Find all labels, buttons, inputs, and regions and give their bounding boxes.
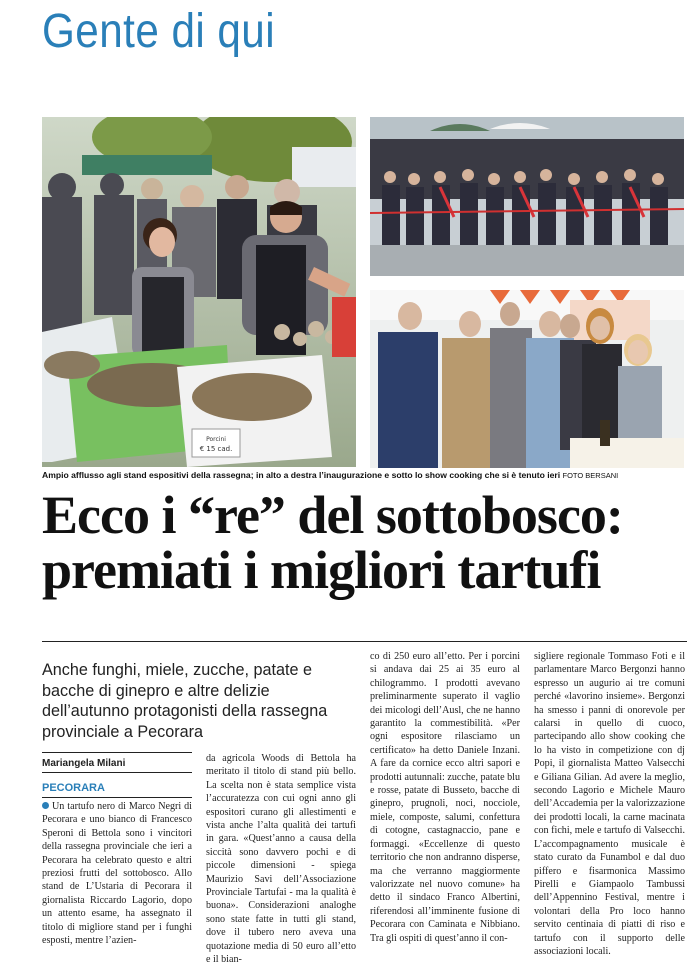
article-column-2: da agricola Woods di Bettola ha meritato il titolo di stand più bello. La scelta non è stata semplice vista l’accuratezza con cui ogni anno gli espositori curano gli allestimenti e vista anche l’alta qualità dei tartufi in gara. «Quest’anno a causa della siccità sono davvero pochi e di piccole dimensioni - spiega Maurizio Savi dell’Associazione Provinciale Tartufai - ma la qualità è buona». Considerazioni analoghe sono state fatte in tutti gli stand, dove il tubero nero aveva una quotazione media di 50 euro all’etto e il bian- <box>206 753 356 966</box>
svg-text:Porcini: Porcini <box>206 436 226 443</box>
market-stand-photo <box>42 117 356 467</box>
inauguration-illustration <box>370 117 684 276</box>
author-rule <box>42 752 192 753</box>
svg-text:€ 15 cad.: € 15 cad. <box>199 445 233 453</box>
article-column-1 <box>42 800 192 947</box>
market-stand-illustration <box>42 117 356 467</box>
photo-caption <box>42 470 687 480</box>
inauguration-photo <box>370 117 684 276</box>
bullet-icon <box>42 802 49 809</box>
section-title: Gente di qui <box>42 5 276 58</box>
headline-line-1: Ecco i “re” del sottobosco: <box>42 485 623 545</box>
photo-credit: FOTO BERSANI <box>562 471 619 480</box>
column-1-text: Un tartufo nero di Marco Negri di Pecorara e uno bianco di Francesco Speroni di Bettola sono i vincitori della rassegna provinciale che ieri a Pecorara ha celebrato questo e altri preziosi frutti del sottobosco. Allo stand de L’Ustaria di Pecorara il giornalista Riccardo Lagorio, dopo un attento esame, ha assegnato il titolo di migliore stand per i funghi esposti, mentre l’azien- <box>42 801 192 947</box>
author-rule-bottom <box>42 772 192 773</box>
headline-line-2: premiati i migliori tartufi <box>42 540 601 600</box>
location-rule <box>42 797 192 798</box>
dateline-location: PECORARA <box>42 782 105 794</box>
article-subhead: Anche funghi, miele, zucche, patate e bacche di ginepro e altre delizie dell’autunno protagonisti della rassegna provinciale a Pecorara <box>42 661 328 741</box>
caption-text: Ampio afflusso agli stand espositivi della rassegna; in alto a destra l’inaugurazione e sotto lo show cooking che si è tenuto ieri <box>42 470 561 480</box>
show-cooking-illustration <box>370 290 684 468</box>
headline-rule <box>42 641 687 642</box>
article-column-4: sigliere regionale Tommaso Foti e il parlamentare Marco Bergonzi hanno espresso un augurio ai tre comuni perché «lavorino insieme». Bergonzi ha smesso i panni di onorevole per calarsi in quello di cuoco, partecipando allo show cooking che lo ha visto in competizione con dj Popi, il giornalista Matteo Valsecchi e Giliana Gilian. Ad avere la meglio, secondo Lagorio e Michele Mauro dell’Accademia per la valorizzazione dei prodotti locali, la carne macinata con fichi, mele e tartufo di Valsecchi. L’accompagnamento musicale è stato curato da Funambol e dal duo piffero e fisarmonica Massimo Pirelli e Giampaolo Tambussi dell’Appennino Festival, mentre i volontari della Pro loco hanno servito centinaia di piatti di riso e tartufo con il supporto delle associazioni locali. <box>534 651 685 957</box>
article-headline <box>42 485 682 600</box>
article-column-3: co di 250 euro all’etto. Per i porcini si andava dai 25 ai 35 euro al chilogrammo. I prodotti avevano preliminarmente superato il vaglio dei micologi dell’Ausl, che ne hanno garantito la commestibilità. «Per ogni espositore rilasciamo un certificato» ha detto Daniele Inzani. A fare da cornice ecco altri sapori e prodotti autunnali: zucche, patate blu e rosse, patate di Busseto, bacche di ginepro, prugnoli, noci, nocciole, miele, composte, salumi, confettura di cotogne, castagnaccio, pane e formaggi. «Eccellenze di questo territorio che non andranno disperse, ma che verranno maggiormente valorizzate nel nuovo comune» ha detto il sindaco Franco Albertini, riferendosi all’imminente fusione di Pecorara con Caminata e Nibbiano. Tra gli ospiti di quest’anno il con- <box>370 651 520 944</box>
author-name: Mariangela Milani <box>42 758 126 769</box>
show-cooking-photo <box>370 290 684 468</box>
